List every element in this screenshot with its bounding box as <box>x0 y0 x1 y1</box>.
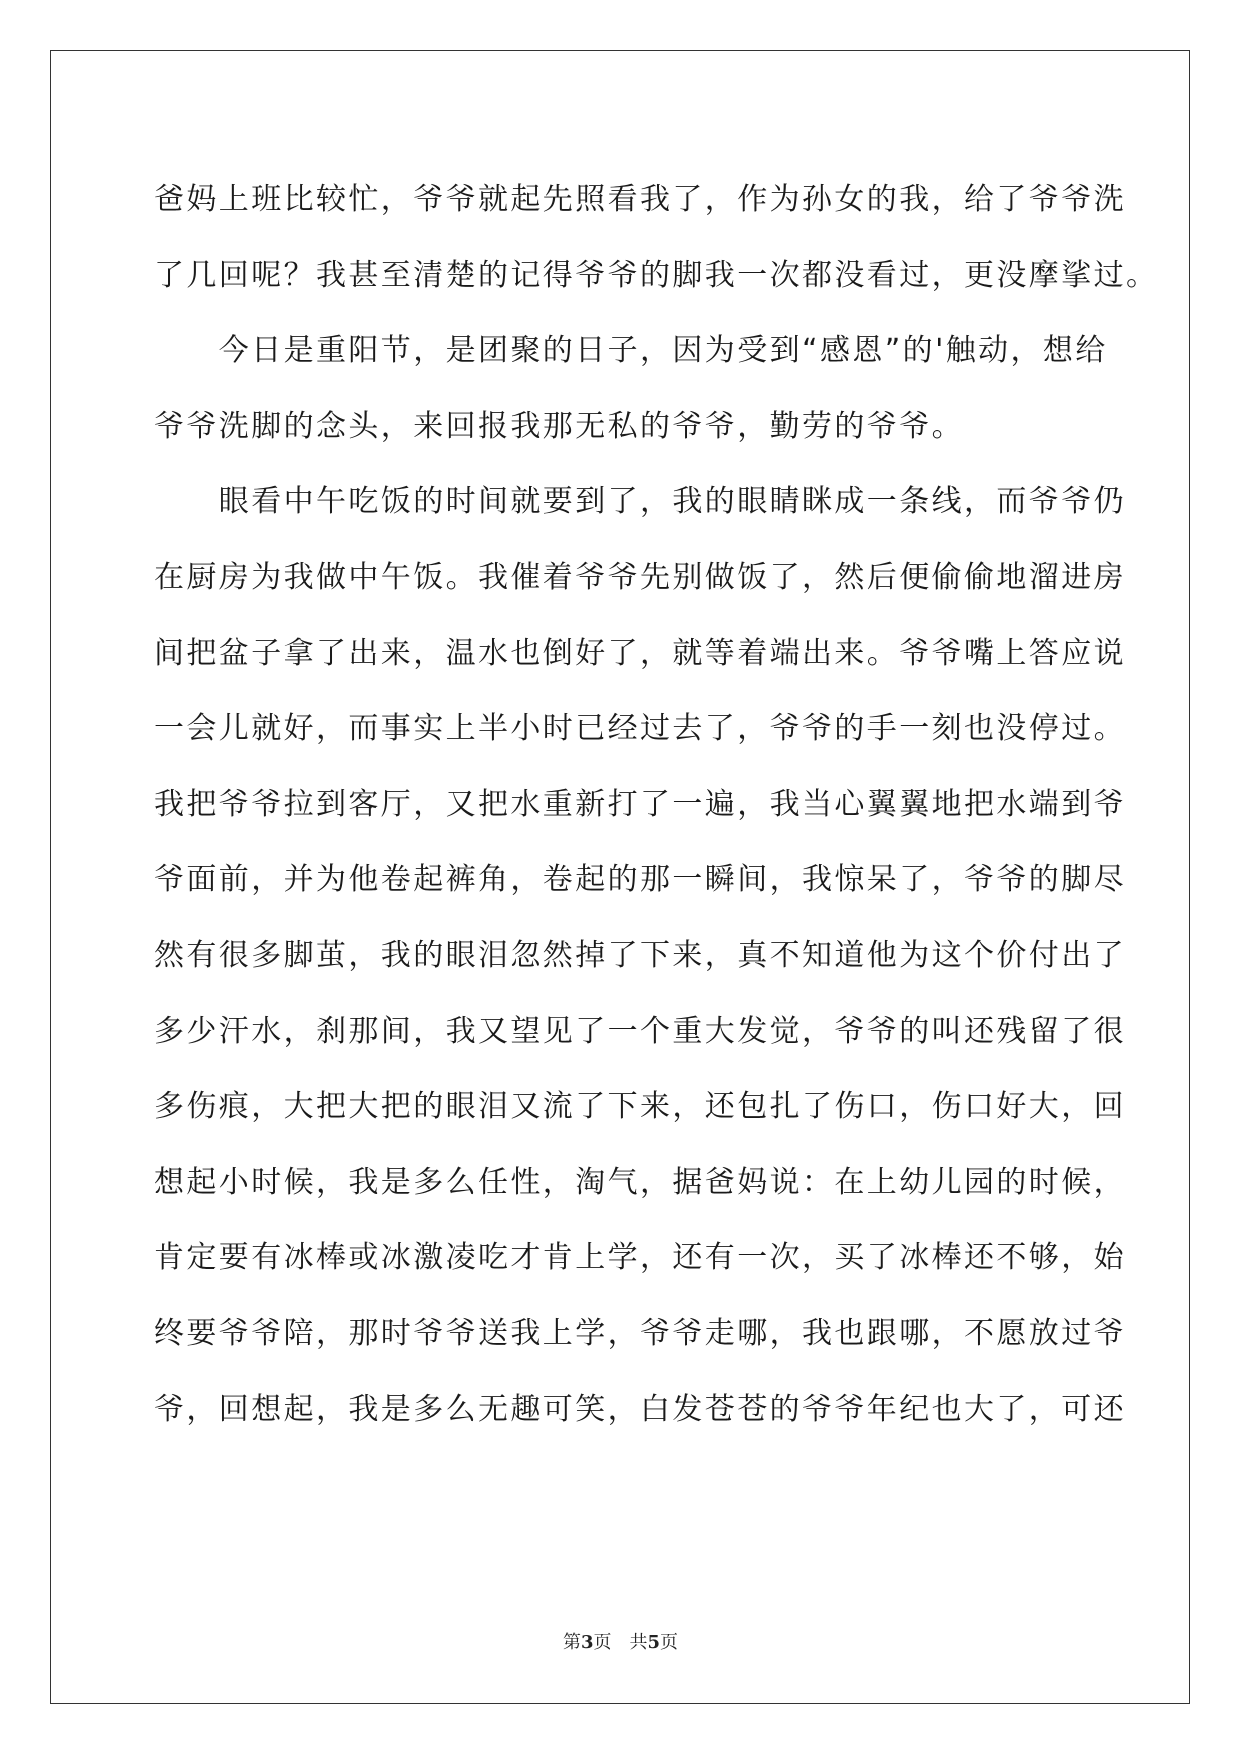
text-line: 爷，回想起，我是多么无趣可笑，白发苍苍的爷爷年纪也大了，可还 <box>154 1391 1126 1427</box>
text-line: 爷面前，并为他卷起裤角，卷起的那一瞬间，我惊呆了，爷爷的脚尽 <box>154 862 1126 898</box>
text-line: 然有很多脚茧，我的眼泪忽然掉了下来，真不知道他为这个价付出了 <box>154 937 1126 973</box>
total-unit: 页 <box>660 1632 679 1653</box>
page-unit: 页 <box>593 1632 612 1653</box>
text-line: 多少汗水，刹那间，我又望见了一个重大发觉，爷爷的叫还残留了很 <box>154 1013 1126 1049</box>
text-line: 终要爷爷陪，那时爷爷送我上学，爷爷走哪，我也跟哪，不愿放过爷 <box>154 1315 1126 1351</box>
text-line: 在厨房为我做中午饭。我催着爷爷先别做饭了，然后便偷偷地溜进房 <box>154 559 1126 595</box>
page-prefix: 第 <box>562 1632 581 1653</box>
text-line: 了几回呢？我甚至清楚的记得爷爷的脚我一次都没看过，更没摩挲过。 <box>154 257 1159 293</box>
text-line: 间把盆子拿了出来，温水也倒好了，就等着端出来。爷爷嘴上答应说 <box>154 635 1126 671</box>
text-line: 眼看中午吃饭的时间就要到了，我的眼睛眯成一条线，而爷爷仍 <box>154 484 1126 520</box>
total-prefix: 共 <box>629 1632 648 1653</box>
body-text <box>154 162 1159 1447</box>
text-line: 一会儿就好，而事实上半小时已经过去了，爷爷的手一刻也没停过。 <box>154 711 1126 747</box>
text-line: 肯定要有冰棒或冰激凌吃才肯上学，还有一次，买了冰棒还不够，始 <box>154 1240 1126 1276</box>
total-page-number: 5 <box>647 1632 661 1653</box>
text-line: 爸妈上班比较忙，爷爷就起先照看我了，作为孙女的我，给了爷爷洗 <box>154 182 1126 217</box>
text-line: 爷爷洗脚的念头，来回报我那无私的爷爷，勤劳的爷爷。 <box>154 408 964 444</box>
text-line: 想起小时候，我是多么任性，淘气，据爸妈说：在上幼儿园的时候， <box>154 1164 1126 1200</box>
text-line: 今日是重阳节，是团聚的日子，因为受到“感恩”的'触动，想给 <box>154 333 1108 369</box>
current-page-number: 3 <box>580 1632 594 1653</box>
page-footer <box>0 1628 1241 1654</box>
text-line: 我把爷爷拉到客厅，又把水重新打了一遍，我当心翼翼地把水端到爷 <box>154 786 1126 822</box>
text-line: 多伤痕，大把大把的眼泪又流了下来，还包扎了伤口，伤口好大，回 <box>154 1089 1126 1125</box>
